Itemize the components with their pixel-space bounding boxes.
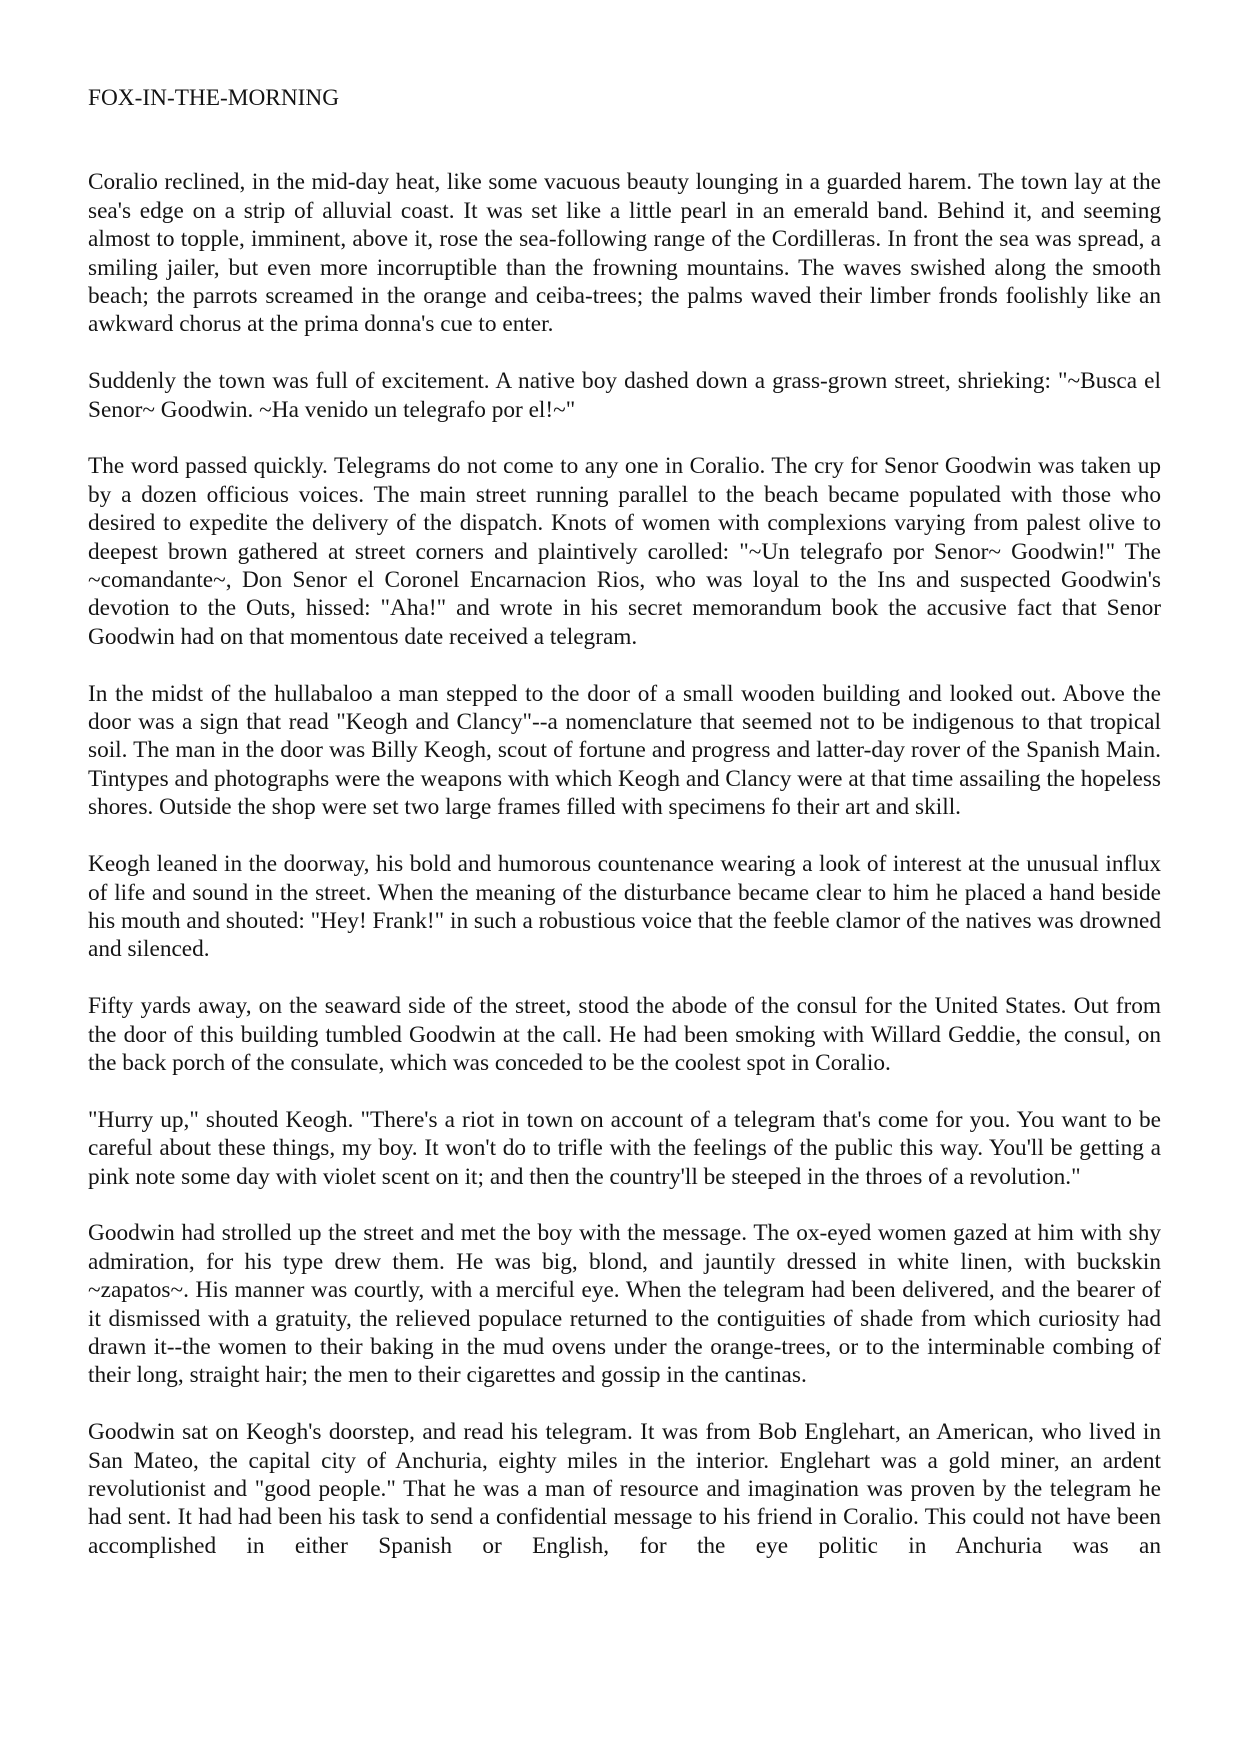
paragraph: Goodwin sat on Keogh's doorstep, and read his telegram. It was from Bob Englehart, an American, who lived in San Mateo, the capital city of Anchuria, eighty miles in the interior. Englehart was a gold miner, an ardent revolutionist and "good people." That he was a man of resource and imagination was proven by the telegram he had sent. It had had been his task to send a confidential message to his friend in Coralio. This could not have been accomplished in either Spanish or English, for the eye politic in Anchuria was an: [88, 1419, 1161, 1559]
paragraph: Goodwin had strolled up the street and met the boy with the message. The ox-eyed women gazed at him with shy admiration, for his type drew them. He was big, blond, and jauntily dressed in white linen, with buckskin ~zapatos~. His manner was courtly, with a merciful eye. When the telegram had been delivered, and the bearer of it dismissed with a gratuity, the relieved populace returned to the contiguities of shade from which curiosity had drawn it--the women to their baking in the mud ovens under the orange-trees, or to the interminable combing of their long, straight hair; the men to their cigarettes and gossip in the cantinas.: [88, 1220, 1161, 1389]
paragraph: Keogh leaned in the doorway, his bold and humorous countenance wearing a look of interest at the unusual influx of life and sound in the street. When the meaning of the disturbance became clear to him he placed a hand beside his mouth and shouted: "Hey! Frank!" in such a robustious voice that the feeble clamor of the natives was drowned and silenced.: [88, 851, 1161, 963]
chapter-title: FOX-IN-THE-MORNING: [88, 85, 340, 111]
paragraph: In the midst of the hullabaloo a man stepped to the door of a small wooden building and looked out. Above the door was a sign that read "Keogh and Clancy"--a nomenclature that seemed not to be indigenous to that tropical soil. The man in the door was Billy Keogh, scout of fortune and progress and latter-day rover of the Spanish Main. Tintypes and photographs were the weapons with which Keogh and Clancy were at that time assailing the hopeless shores. Outside the shop were set two large frames filled with specimens fo their art and skill.: [88, 680, 1161, 821]
document-page: [88, 84, 1161, 1560]
paragraph: Fifty yards away, on the seaward side of the street, stood the abode of the consul for the United States. Out from the door of this building tumbled Goodwin at the call. He had been smoking with Willard Geddie, the consul, on the back porch of the consulate, which was conceded to be the coolest spot in Coralio.: [88, 993, 1161, 1076]
paragraph: Suddenly the town was full of excitement. A native boy dashed down a grass-grown street, shrieking: "~Busca el Senor~ Goodwin. ~Ha venido un telegrafo por el!~": [88, 368, 1161, 423]
paragraph: Coralio reclined, in the mid-day heat, like some vacuous beauty lounging in a guarded harem. The town lay at the sea's edge on a strip of alluvial coast. It was set like a little pearl in an emerald band. Behind it, and seeming almost to topple, imminent, above it, rose the sea-following range of the Cordilleras. In front the sea was spread, a smiling jailer, but even more incorruptible than the frowning mountains. The waves swished along the smooth beach; the parrots screamed in the orange and ceiba-trees; the palms waved their limber fronds foolishly like an awkward chorus at the prima donna's cue to enter.: [88, 169, 1161, 338]
paragraph: "Hurry up," shouted Keogh. "There's a riot in town on account of a telegram that's come for you. You want to be careful about these things, my boy. It won't do to trifle with the feelings of the public this way. You'll be getting a pink note some day with violet scent on it; and then the country'll be steeped in the throes of a revolution.": [88, 1106, 1161, 1190]
paragraph: The word passed quickly. Telegrams do not come to any one in Coralio. The cry for Senor Goodwin was taken up by a dozen officious voices. The main street running parallel to the beach became populated with those who desired to expedite the delivery of the dispatch. Knots of women with complexions varying from palest olive to deepest brown gathered at street corners and plaintively carolled: "~Un telegrafo por Senor~ Goodwin!" The ~comandante~, Don Senor el Coronel Encarnacion Rios, who was loyal to the Ins and suspected Goodwin's devotion to the Outs, hissed: "Aha!" and wrote in his secret memorandum book the accusive fact that Senor Goodwin had on that momentous date received a telegram.: [88, 453, 1161, 650]
